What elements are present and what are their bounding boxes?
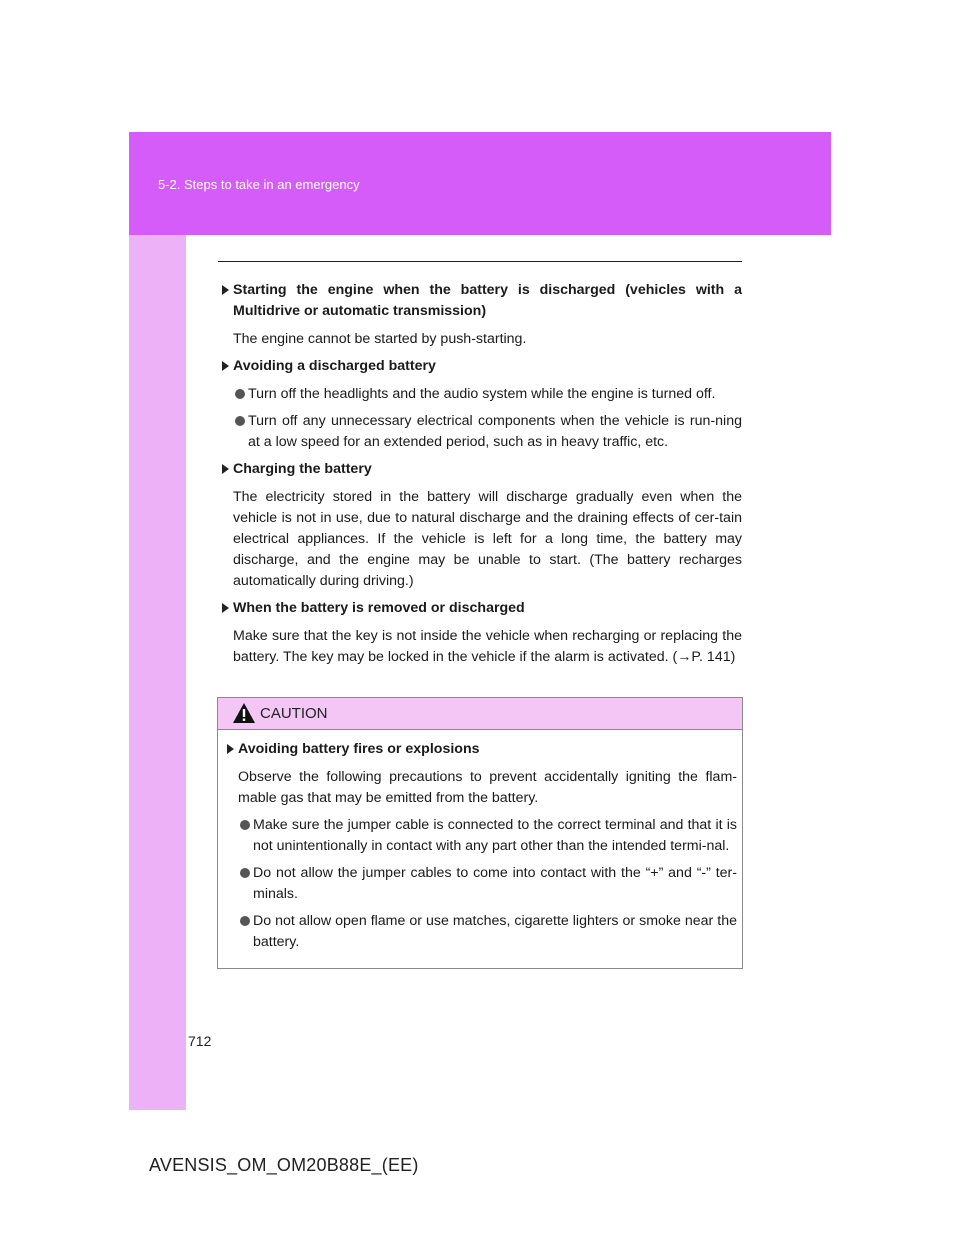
bullet-dot-icon — [235, 416, 245, 426]
caution-body — [218, 730, 742, 953]
caution-header — [218, 698, 742, 730]
caution-text: Observe the following precautions to prevent accidentally igniting the flam-mable gas that may be emitted from the battery. — [238, 769, 737, 806]
list-item: Do not allow the jumper cables to come into contact with the “+” and “-” ter-minals. — [223, 863, 737, 905]
list-item: Turn off the headlights and the audio system while the engine is turned off. — [218, 384, 742, 405]
caution-box — [217, 697, 743, 969]
warning-icon — [232, 702, 256, 724]
list-item: Do not allow open flame or use matches, cigarette lighters or smoke near the battery. — [223, 911, 737, 953]
caution-title: CAUTION — [260, 705, 328, 722]
bullet-dot-icon — [240, 868, 250, 878]
triangle-bullet-icon — [222, 603, 229, 613]
triangle-bullet-icon — [222, 464, 229, 474]
topic-heading: When the battery is removed or discharged — [218, 598, 742, 619]
list-item: Turn off any unnecessary electrical components when the vehicle is run-ning at a low speed for an extended period, such as in heavy traffic, etc. — [218, 411, 742, 453]
list-item: Make sure the jumper cable is connected to the correct terminal and that it is not unintentionally in contact with any part other than the intended termi-nal. — [223, 815, 737, 857]
topic-heading: Avoiding a discharged battery — [218, 356, 742, 377]
topic-heading: Charging the battery — [218, 459, 742, 480]
section-title: 5-2. Steps to take in an emergency — [158, 177, 360, 192]
triangle-bullet-icon — [222, 285, 229, 295]
divider — [218, 261, 742, 262]
triangle-bullet-icon — [222, 361, 229, 371]
triangle-bullet-icon — [227, 744, 234, 754]
main-content — [218, 261, 742, 674]
side-strip — [129, 235, 186, 1110]
page-number: 712 — [188, 1033, 212, 1049]
bullet-dot-icon — [235, 389, 245, 399]
topic-text: The engine cannot be started by push-starting. — [233, 331, 527, 347]
topic-text: The electricity stored in the battery will discharge gradually even when the vehicle is not in use, due to natural discharge and the draining effects of cer-tain electrical appliances. If the vehicle is left for a long time, the battery may discharge, and the engine may be unable to start. (The battery recharges automatically during driving.) — [233, 489, 742, 589]
bullet-dot-icon — [240, 820, 250, 830]
footer-code: AVENSIS_OM_OM20B88E_(EE) — [149, 1155, 419, 1175]
caution-heading: Avoiding battery fires or explosions — [223, 739, 737, 760]
topic-text: Make sure that the key is not inside the vehicle when recharging or replacing the battery. The key may be locked in the vehicle if the alarm is activated. (→P. 141) — [233, 628, 742, 665]
bullet-dot-icon — [240, 916, 250, 926]
topic-heading: Starting the engine when the battery is discharged (vehicles with a Multidrive or automatic transmission) — [218, 280, 742, 322]
